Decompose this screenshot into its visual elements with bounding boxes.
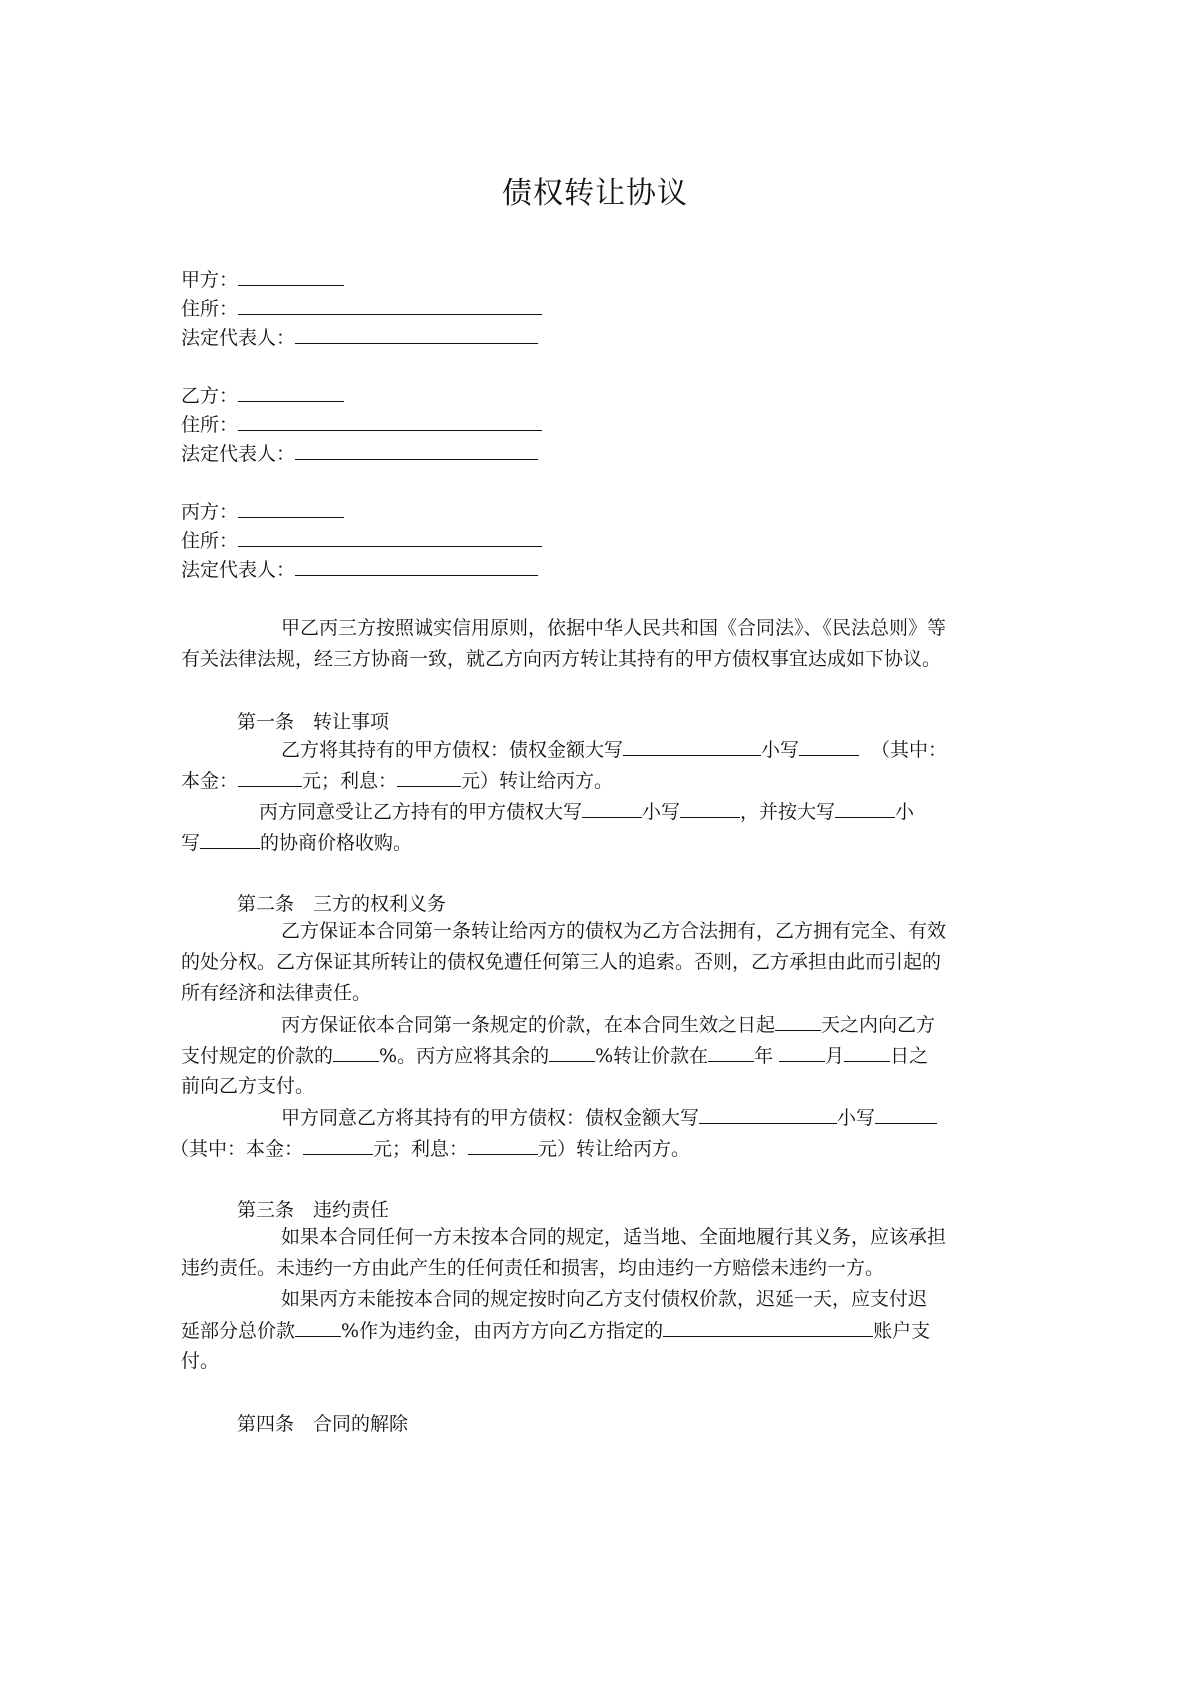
month-blank[interactable] [779, 1041, 825, 1062]
penalty-percent-blank[interactable] [295, 1316, 341, 1337]
party-a-rep-blank[interactable] [295, 323, 538, 344]
party-b-blank[interactable] [238, 381, 344, 402]
party-b-address-label: 住所： [181, 414, 239, 436]
price-figures-blank[interactable] [200, 828, 260, 849]
transfer-figures-blank[interactable] [680, 797, 740, 818]
article-1-p2-line-2 [181, 828, 412, 857]
article-1-text: 丙方同意受让乙方持有的甲方债权大写 [259, 801, 583, 823]
payment-days-blank[interactable] [775, 1010, 821, 1031]
consent-principal-blank[interactable] [303, 1134, 373, 1155]
party-c-blank[interactable] [238, 497, 344, 518]
article-2-heading: 第二条 三方的权利义务 [237, 893, 447, 915]
article-2-text: 元）转让给丙方。 [538, 1138, 691, 1160]
article-2-text: %。丙方应将其余的 [379, 1045, 550, 1067]
article-2-p2-line-2 [181, 1041, 928, 1070]
designated-account-blank[interactable] [663, 1316, 873, 1337]
party-a-blank[interactable] [238, 265, 344, 286]
article-2-p2-line-1 [281, 1010, 935, 1039]
article-3-text: %作为违约金，由丙方方向乙方指定的 [341, 1320, 664, 1342]
article-3-p2-line-2 [181, 1316, 930, 1345]
day-blank[interactable] [844, 1041, 890, 1062]
party-b-label: 乙方： [181, 385, 239, 407]
article-2-text: 小写 [837, 1107, 876, 1129]
article-3-p1-line-2: 违约责任。未违约一方由此产生的任何责任和损害，均由违约一方赔偿未违约一方。 [181, 1257, 885, 1279]
article-3-text: 账户支 [873, 1320, 931, 1342]
article-1-text: 小 [895, 801, 915, 823]
article-1-text: 元；利息： [302, 770, 398, 792]
article-2-p1-line-3: 所有经济和法律责任。 [181, 982, 372, 1004]
first-percent-blank[interactable] [333, 1041, 379, 1062]
party-c-address-blank[interactable] [238, 526, 542, 547]
article-3-p2-line-1: 如果丙方未能按本合同的规定按时向乙方支付债权价款，迟延一天，应支付迟 [281, 1288, 928, 1310]
article-3-p1-line-1: 如果本合同任何一方未按本合同的规定，适当地、全面地履行其义务，应该承担 [281, 1226, 947, 1248]
article-3-heading: 第三条 违约责任 [237, 1199, 390, 1221]
party-c-rep-blank[interactable] [295, 555, 538, 576]
debt-amount-words-blank[interactable] [623, 735, 761, 756]
article-2-text: 丙方保证依本合同第一条规定的价款，在本合同生效之日起 [281, 1014, 776, 1036]
article-4-heading: 第四条 合同的解除 [237, 1413, 409, 1435]
price-words-blank[interactable] [835, 797, 895, 818]
party-c-rep-label: 法定代表人： [181, 559, 296, 581]
party-b-address-line [181, 410, 542, 439]
party-a-line [181, 265, 344, 294]
article-2-text: %转让价款在 [595, 1045, 709, 1067]
article-2-text: （其中：本金： [170, 1138, 304, 1160]
article-1-p2-line-1 [259, 797, 914, 826]
party-b-rep-blank[interactable] [295, 439, 538, 460]
party-b-address-blank[interactable] [238, 410, 542, 431]
article-1-text: 的协商价格收购。 [260, 832, 413, 854]
article-2-text: 天之内向乙方 [821, 1014, 936, 1036]
party-a-rep-line [181, 323, 538, 352]
party-a-address-label: 住所： [181, 298, 239, 320]
party-a-label: 甲方： [181, 269, 239, 291]
article-2-text: 支付规定的价款的 [181, 1045, 334, 1067]
party-b-line [181, 381, 344, 410]
article-1-text: （其中： [871, 739, 948, 761]
party-c-address-line [181, 526, 542, 555]
remaining-percent-blank[interactable] [549, 1041, 595, 1062]
article-1-text: 小写 [761, 739, 800, 761]
party-a-rep-label: 法定代表人： [181, 327, 296, 349]
party-c-line [181, 497, 344, 526]
interest-blank[interactable] [397, 766, 461, 787]
article-3-p2-line-3: 付。 [181, 1350, 220, 1372]
party-c-rep-line [181, 555, 538, 584]
article-1-text: 本金： [181, 770, 239, 792]
year-blank[interactable] [708, 1041, 754, 1062]
preamble-line-2: 有关法律法规，经三方协商一致，就乙方向丙方转让其持有的甲方债权事宜达成如下协议。 [181, 648, 942, 670]
party-c-address-label: 住所： [181, 530, 239, 552]
article-1-text: 元）转让给丙方。 [461, 770, 614, 792]
party-b-rep-label: 法定代表人： [181, 443, 296, 465]
article-2-p3-line-1 [281, 1103, 937, 1132]
debt-amount-figures-blank[interactable] [799, 735, 859, 756]
article-1-text: ，并按大写 [740, 801, 836, 823]
article-2-text: 月 [825, 1045, 845, 1067]
consent-amount-figures-blank[interactable] [875, 1103, 937, 1124]
consent-amount-words-blank[interactable] [699, 1103, 837, 1124]
party-b-rep-line [181, 439, 538, 468]
document-title: 债权转让协议 [502, 176, 688, 211]
article-2-text: 甲方同意乙方将其持有的甲方债权：债权金额大写 [281, 1107, 700, 1129]
article-1-text: 写 [181, 832, 201, 854]
transfer-words-blank[interactable] [582, 797, 642, 818]
article-2-text: 日之 [890, 1045, 929, 1067]
article-2-p1-line-1: 乙方保证本合同第一条转让给丙方的债权为乙方合法拥有，乙方拥有完全、有效 [281, 920, 947, 942]
article-2-p2-line-3: 前向乙方支付。 [181, 1075, 315, 1097]
article-1-text: 乙方将其持有的甲方债权：债权金额大写 [281, 739, 624, 761]
preamble-line-1: 甲乙丙三方按照诚实信用原则，依据中华人民共和国《合同法》、《民法总则》等 [281, 617, 947, 639]
article-3-text: 延部分总价款 [181, 1320, 296, 1342]
article-2-p3-line-2 [170, 1134, 690, 1163]
article-2-p1-line-2: 的处分权。乙方保证其所转让的债权免遭任何第三人的追索。否则，乙方承担由此而引起的 [181, 951, 942, 973]
consent-interest-blank[interactable] [468, 1134, 538, 1155]
article-1-text: 小写 [642, 801, 681, 823]
article-2-text: 年 [754, 1045, 774, 1067]
party-a-address-blank[interactable] [238, 294, 542, 315]
party-a-address-line [181, 294, 542, 323]
article-1-heading: 第一条 转让事项 [237, 711, 390, 733]
article-1-p1-line-1 [281, 735, 947, 764]
article-1-p1-line-2 [181, 766, 613, 795]
party-c-label: 丙方： [181, 501, 239, 523]
principal-blank[interactable] [238, 766, 302, 787]
article-2-text: 元；利息： [373, 1138, 469, 1160]
